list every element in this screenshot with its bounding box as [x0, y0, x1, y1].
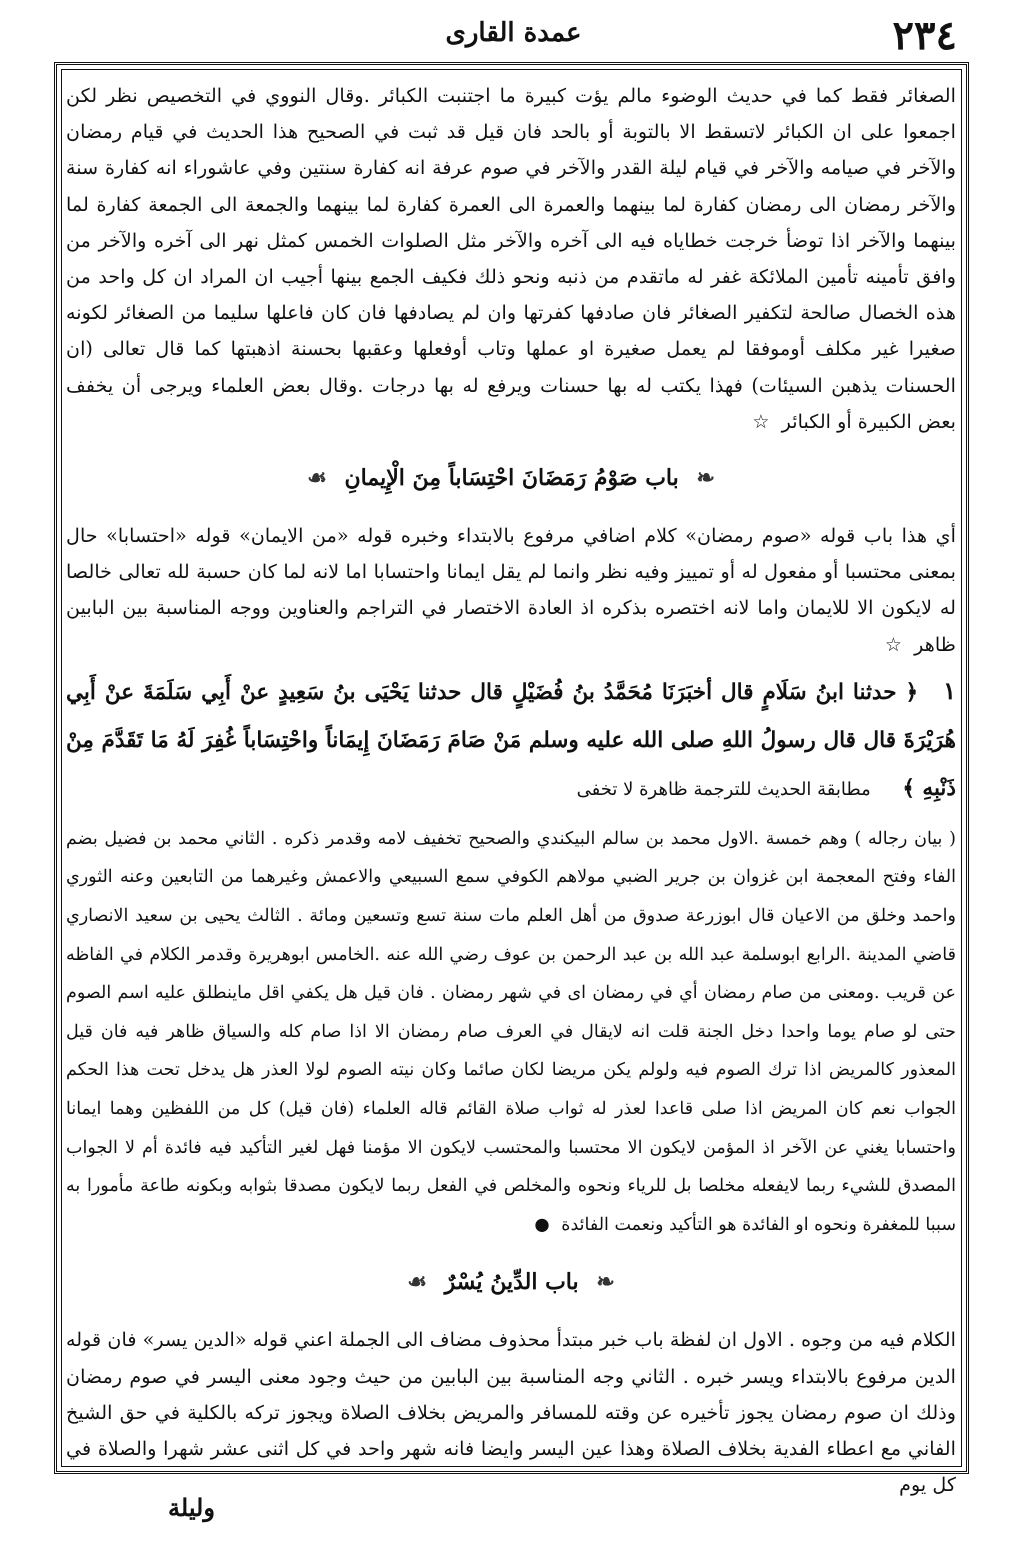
- paragraph-text: الكلام فيه من وجوه . الاول ان لفظة باب خبر مبتدأ محذوف مضاف الى الجملة اعني قوله «الدين يسر» فان قوله الدين مرفوع بالابتداء ويسر خبره . الثاني وجه المناسبة بين البابين من حيث وجود معنى اليسر في صوم رمضان وذلك ان صوم رمضان يجوز تأخيره عن وقته للمسافر والمريض بخلاف الصلاة ويجوز تركه بالكلية في حق الشيخ الفاني مع اعطاء الفدية بخلاف الصلاة وهذا عين اليسر وايضا فانه شهر واحد في كل اثنى عشر شهرا والصلاة في كل يوم: [66, 1328, 956, 1497]
- heading-text: باب صَوْمُ رَمَضَانَ احْتِسَاباً مِنَ الْإِيمانِ: [344, 465, 679, 492]
- end-dot-mark: ●: [534, 1214, 550, 1235]
- heading-ornament-left: ☙: [407, 1269, 427, 1296]
- paragraph-text: أي هذا باب قوله «صوم رمضان» كلام اضافي مرفوع بالابتداء وخبره قوله «من الايمان» قوله «احتسابا» حال بمعنى محتسبا أو مفعول له أو تمييز وفيه نظر وانما لم يقل ايمانا واحتسابا اما لانه لما كان حسبة لله تعالى خالصا له لايكون الا للايمان واما لانه اختصره بذكره اذ العادة الاختصار في التراجم والعناوين ووجه المناسبة بين البابين ظاهر: [66, 524, 956, 656]
- hadith-close-bracket: ﴾: [902, 775, 915, 801]
- running-title: عمدة القاری: [445, 18, 582, 48]
- commentary-paragraph: [66, 78, 956, 440]
- hadith-number: ١: [943, 675, 956, 705]
- heading-text: باب الدِّينُ يُسْرٌ: [444, 1269, 579, 1296]
- commentary-paragraph: [66, 518, 956, 663]
- heading-ornament-left: ☙: [307, 465, 327, 492]
- paragraph-text: ( بيان رجاله ) وهم خمسة .الاول محمد بن سالم البيكندي والصحيح تخفيف لامه وقدمر ذكره . الثاني محمد بن فضيل بضم الفاء وفتح المعجمة ابن غزوان بن جرير الضبي مولاهم الكوفي سمع السبيعي والاعمش وغيرهما من التابعين وعنه الثوري واحمد وخلق من الاعيان قال ابوزرعة صدوق من أهل العلم مات سنة تسع وتسعين ومائة . الثالث يحيى بن سعيد الانصاري قاضي المدينة .الرابع ابوسلمة عبد الله بن عبد الرحمن بن عوف رضي الله عنه .الخامس ابوهريرة وقدمر الكلام في الفاظه عن قريب .ومعنى من صام رمضان أي في رمضان اى في شهر رمضان . فان قيل هل يكفي اقل ماينطلق عليه اسم الصوم حتى لو صام يوما واحدا دخل الجنة قلت انه لايقال في العرف صام رمضان الا اذا صام كله والسياق ظاهر فيه فان قيل المعذور كالمريض اذا ترك الصوم فيه ولولم يكن مريضا لكان صائما وكان نيته الصوم لولا العذر هل يدخل تحت هذا الحكم الجواب نعم كان المريض اذا صلى قاعدا لعذر له ثواب صلاة القائم قاله العلماء (فان قيل) كل من اللفظين وهما ايمانا واحتسابا يغني عن الآخر اذ المؤمن لايكون الا محتسبا والمحتسب لايكون الا مؤمنا فهل لغير التأكيد فيه فائدة أم لا الجواب المصدق للشيء ربما لايفعله مخلصا بل للرياء ونحوه والمخلص في الفعل ربما لايكون مصدقا بثوابه وبكونه طاعة مأمورا به سببا للمغفرة ونحوه او الفائدة هو التأكيد ونعمت الفائدة: [66, 828, 956, 1235]
- heading-ornament-right: ❧: [696, 465, 715, 492]
- hadith-open-bracket: ﴿: [905, 679, 919, 705]
- commentary-paragraph: [66, 820, 956, 1245]
- chapter-heading: [66, 458, 956, 498]
- hadith-text: حدثنا ابنُ سَلَامٍ قال أخبَرَنَا مُحَمَّدُ بنُ فُضَيْلٍ قال حدثنا يَحْيَى بنُ سَعِيدٍ عنْ أَبِي سَلَمَةَ عنْ أَبِي هُرَيْرَةَ قال قال رسولُ اللهِ صلى الله عليه وسلم مَنْ صَامَ رَمَضَانَ إِيمَاناً واحْتِسَاباً غُفِرَ لَهُ مَا تَقَدَّمَ مِنْ ذَنْبِهِ: [66, 679, 956, 801]
- hadith-block: [66, 667, 956, 814]
- commentary-paragraph: [66, 1322, 956, 1503]
- hadith-note: مطابقة الحديث للترجمة ظاهرة لا تخفى: [576, 778, 871, 800]
- catchword: وليلة: [168, 1493, 215, 1522]
- heading-ornament-right: ❧: [596, 1269, 615, 1296]
- paragraph-text: الصغائر فقط كما في حديث الوضوء مالم يؤت كبيرة ما اجتنبت الكبائر .وقال النووي في التخصيص نظر لكن اجمعوا على ان الكبائر لاتسقط الا بالتوبة أو بالحد فان قيل قد ثبت في الصحيح هذا الحديث في قيام رمضان والآخر في صيامه والآخر في قيام ليلة القدر والآخر في صوم عرفة انه كفارة سنتين وفي عاشوراء انه كفارة سنة والآخر رمضان الى رمضان كفارة لما بينهما والعمرة الى العمرة كفارة لما بينهما والجمعة الى الجمعة كفارة لما بينهما والآخر اذا توضأ خرجت خطاياه فيه الى آخره والآخر مثل الصلوات الخمس كمثل نهر الى آخره والآخر من وافق تأمينه تأمين الملائكة غفر له ماتقدم من ذنبه ونحو ذلك فكيف الجمع بينها أجيب ان المراد ان كل واحد من هذه الخصال صالحة لتكفير الصغائر فان صادفها كفرتها وان لم يصادفها فان كان فاعلها سليما من الصغائر لكونه صغيرا غير مكلف أوموفقا لم يعمل صغيرة او عملها وتاب أوفعلها وعقبها بحسنة اذهبتها كما قال تعالى (ان الحسنات يذهبن السيئات) فهذا يكتب له بها حسنات ويرفع له بها درجات .وقال بعض العلماء ويرجى أن يخفف بعض الكبيرة أو الكبائر: [66, 84, 957, 433]
- chapter-heading: [66, 1262, 956, 1302]
- page-number: ٢٣٤: [892, 12, 957, 59]
- end-star-mark: ☆: [884, 632, 903, 656]
- end-star-mark: ☆: [752, 409, 770, 433]
- main-text: [66, 78, 956, 1503]
